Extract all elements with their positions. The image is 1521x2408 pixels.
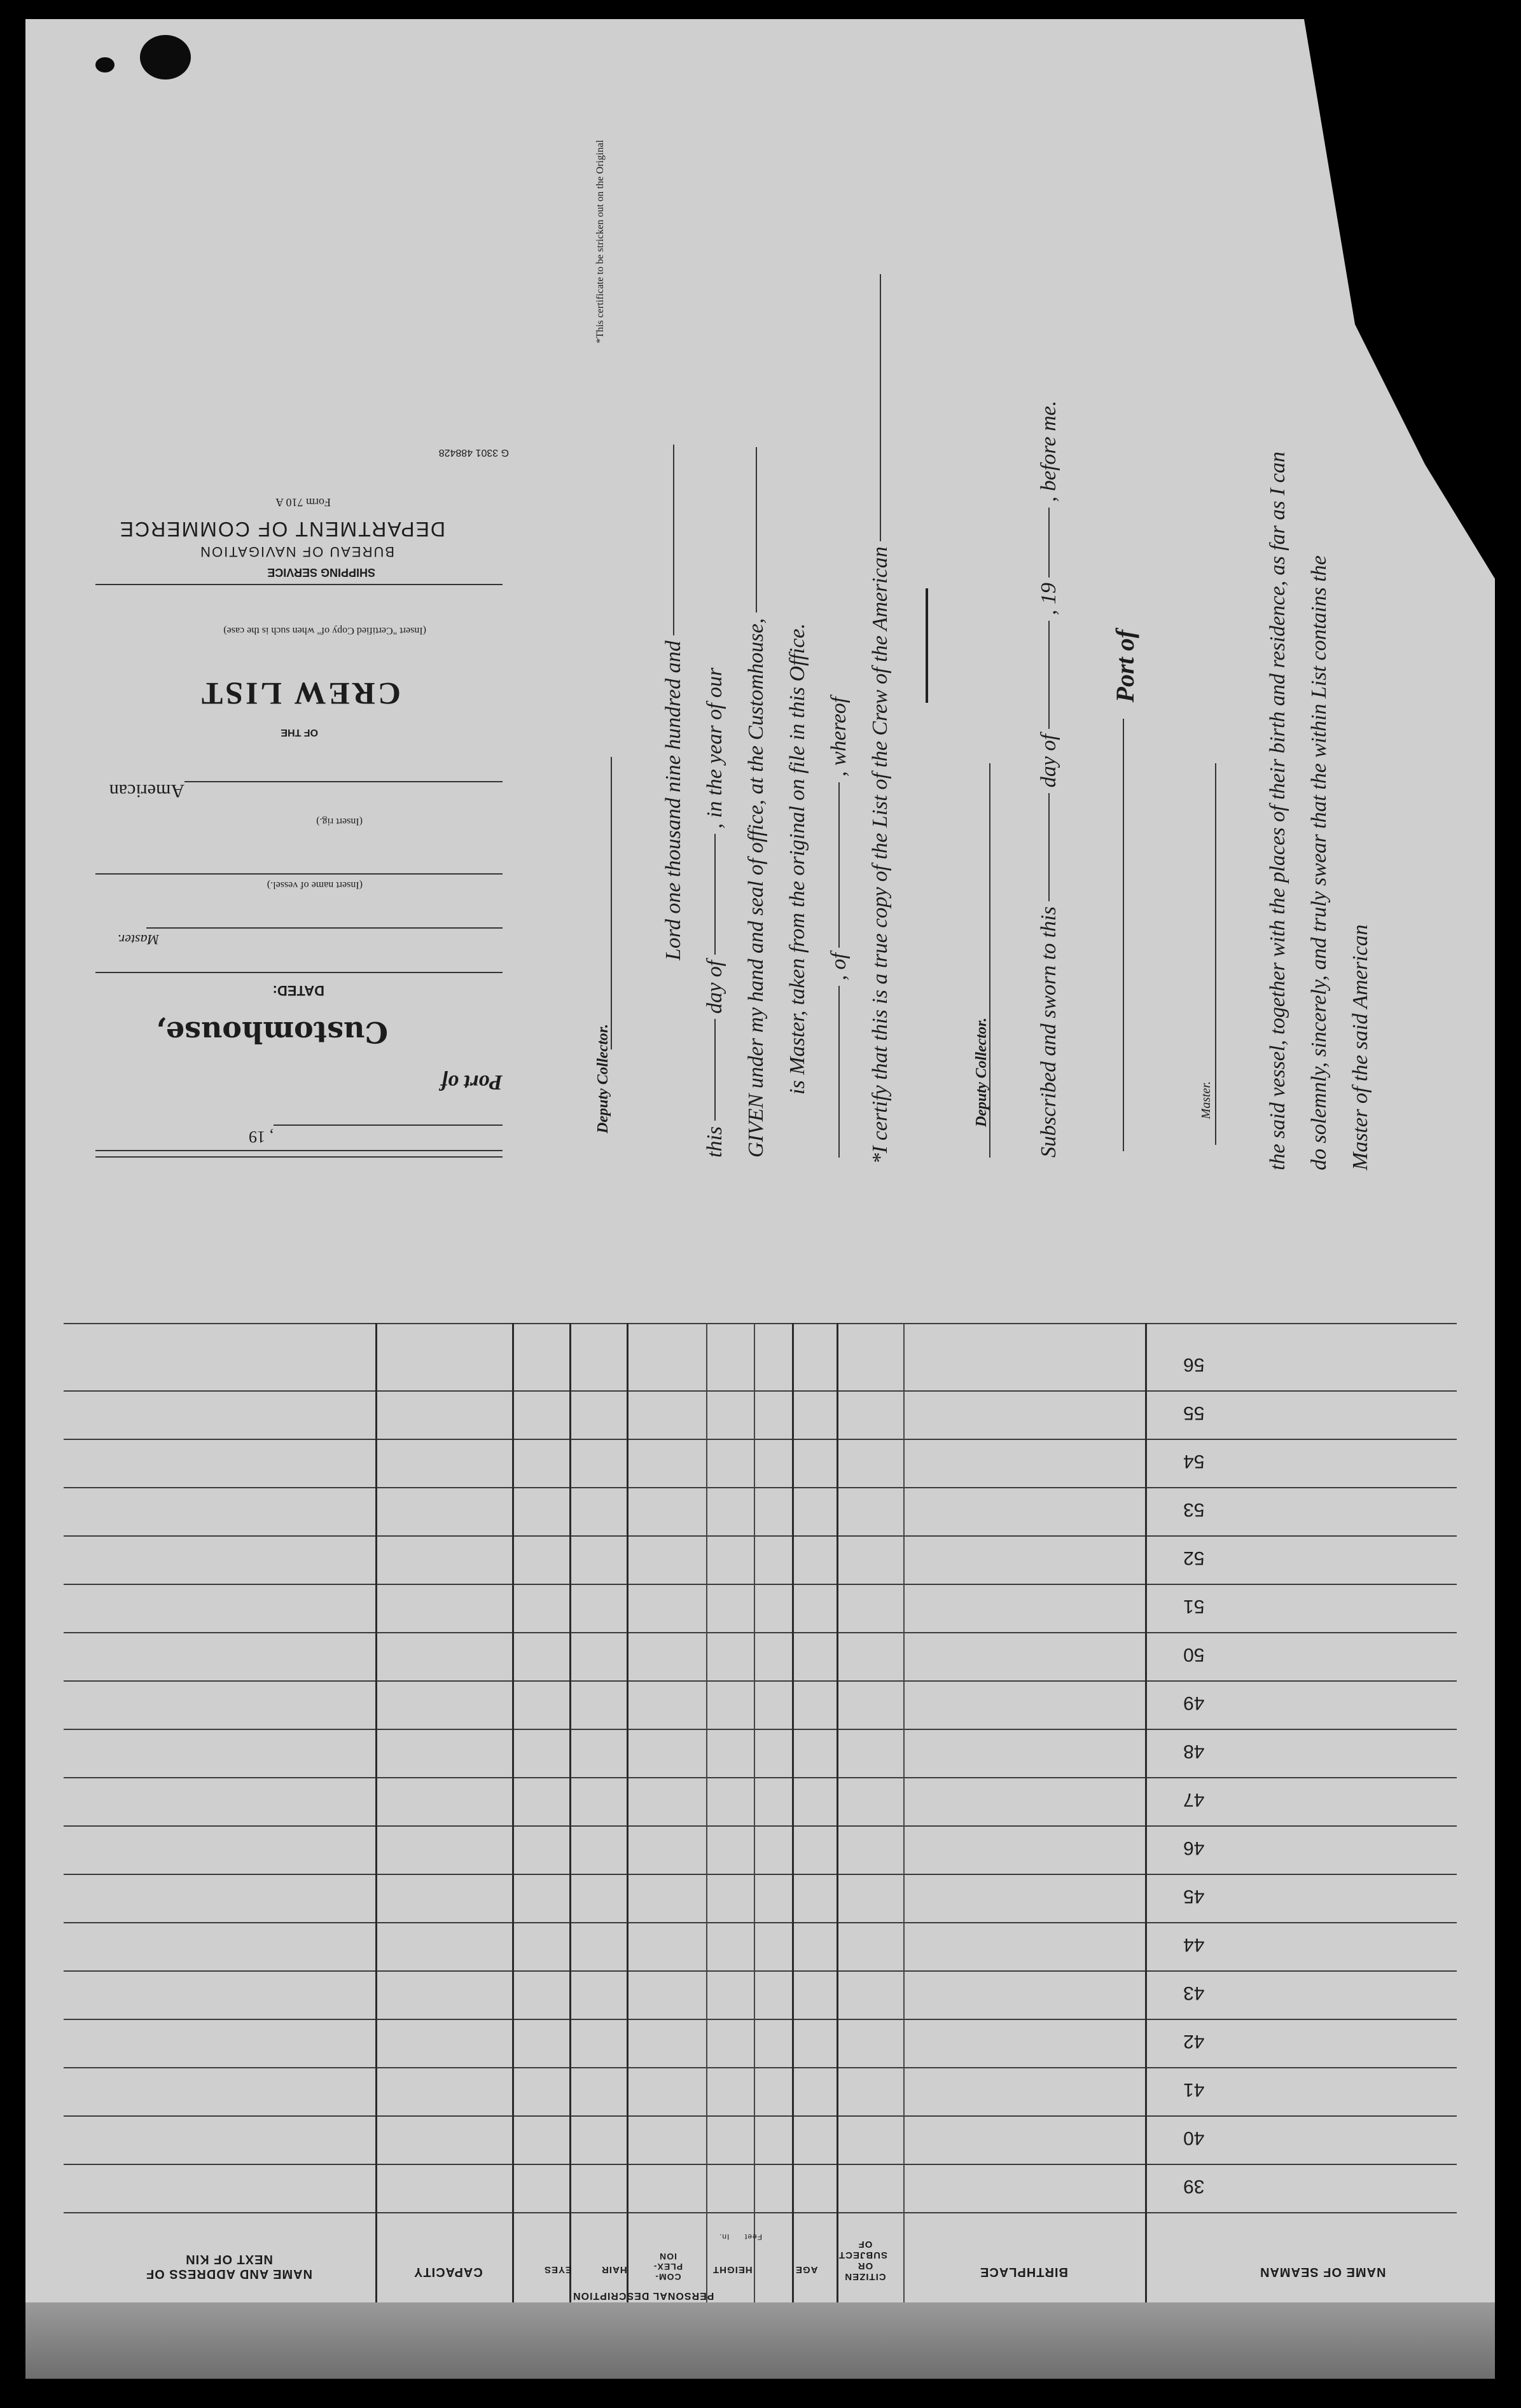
cert-line5 <box>703 394 727 1158</box>
table-row <box>64 1584 1457 1585</box>
cert-of-text: , of <box>827 953 851 981</box>
table-row <box>64 2067 1457 2068</box>
port-line <box>1123 719 1124 1151</box>
master-signature-line <box>1215 763 1216 1145</box>
row-number: 55 <box>1183 1402 1205 1423</box>
header-age: AGE <box>795 2264 818 2275</box>
ink-stain <box>95 57 115 73</box>
header-inches: In. <box>719 2232 730 2241</box>
cert-line1-text: *I certify that this is a true copy of the List of the Crew of the American <box>868 546 892 1164</box>
table-row <box>64 1825 1457 1827</box>
cert-year-text: , in the year of our <box>703 667 726 829</box>
header-eyes: EYES <box>544 2264 573 2275</box>
subscribed-text: Subscribed and sworn to this <box>1037 906 1060 1158</box>
cover-dept: DEPARTMENT OF COMMERCE <box>118 518 445 541</box>
cover-vessel-line <box>95 873 503 875</box>
cover-certified-note: (Insert "Certified Copy of" when such is the case) <box>223 625 426 636</box>
col-complexion-divider <box>627 1323 629 2302</box>
row-number: 44 <box>1183 1934 1205 1955</box>
col-height-divider <box>706 1323 707 2302</box>
oath-subscribed <box>1037 286 1061 1158</box>
cert-line4-text: GIVEN under my hand and seal of office, at the Customhouse, <box>744 618 768 1158</box>
oath-line3 <box>1266 375 1290 1170</box>
row-number: 52 <box>1183 1547 1205 1568</box>
ink-stain <box>140 35 191 80</box>
header-height: HEIGHT <box>712 2264 753 2275</box>
cert-line6 <box>662 490 686 960</box>
table-row <box>64 1777 1457 1778</box>
cover-bureau: BUREAU OF NAVIGATION <box>199 544 394 560</box>
cert-line1 <box>868 197 892 1164</box>
table-row <box>64 1487 1457 1488</box>
table-row <box>64 2164 1457 2165</box>
cover-year <box>249 1127 274 1146</box>
col-hair-divider <box>569 1323 571 2302</box>
cover-rule-top <box>95 1156 503 1158</box>
table-row <box>64 1632 1457 1633</box>
oath-line1 <box>1349 611 1373 1170</box>
header-complexion: COM-PLEX-ION <box>653 2252 683 2282</box>
header-capacity: CAPACITY <box>413 2265 483 2279</box>
cover-block <box>95 280 509 1158</box>
col-age-divider <box>792 1323 794 2302</box>
table-row <box>64 2212 1457 2213</box>
row-number: 56 <box>1183 1354 1205 1375</box>
cover-insert-rig: (Insert rig.) <box>316 816 363 827</box>
cert-line3: is Master, taken from the original on file in this Office. <box>786 623 809 1095</box>
cover-master: Master. <box>117 932 159 948</box>
cover-form-no: Form 710 A <box>275 496 331 509</box>
header-kin: NAME AND ADDRESS OF NEXT OF KIN <box>146 2252 312 2281</box>
oath-master-label: Master. <box>1199 1081 1213 1119</box>
cover-port-of: Port of <box>440 1070 503 1094</box>
table-row <box>64 1535 1457 1537</box>
before-me-text: , before me. <box>1037 400 1060 502</box>
row-number: 54 <box>1183 1451 1205 1472</box>
row-number: 45 <box>1183 1886 1205 1907</box>
header-name: NAME OF SEAMAN <box>1260 2265 1386 2279</box>
page-edge-shadow <box>25 2302 1495 2379</box>
col-name-divider <box>1145 1323 1147 2302</box>
col-feet-divider <box>754 1323 755 2302</box>
cover-rig-line <box>184 781 503 782</box>
table-row <box>64 1729 1457 1730</box>
cover-customhouse: Customhouse, <box>155 1015 388 1049</box>
row-number: 41 <box>1183 2079 1205 2100</box>
col-birthplace-divider <box>903 1323 905 2302</box>
row-number: 50 <box>1183 1644 1205 1665</box>
cert-this-text: this <box>703 1126 726 1158</box>
cover-rule-mid <box>95 972 503 973</box>
cover-year-line <box>274 1124 503 1126</box>
table-row <box>64 2019 1457 2020</box>
cert-line4 <box>744 356 768 1158</box>
crew-table <box>64 1323 1457 2302</box>
cover-master-line <box>146 927 503 929</box>
cert-whereof-text: , whereof <box>827 696 851 777</box>
cover-dated: DATED: <box>272 983 324 999</box>
cover-insert-vessel: (Insert name of vessel.) <box>267 880 363 890</box>
cover-print-code: G 3301 488428 <box>438 447 509 458</box>
cert-line2 <box>827 674 851 1158</box>
col-eyes-divider <box>512 1323 514 2302</box>
table-row <box>64 2115 1457 2117</box>
cover-of-the: OF THE <box>281 727 318 738</box>
header-personal: PERSONAL DESCRIPTION <box>573 2290 714 2301</box>
row-number: 53 <box>1183 1499 1205 1520</box>
separator-bar <box>926 588 928 703</box>
row-number: 42 <box>1183 2031 1205 2052</box>
cover-year-text: , 19 <box>249 1128 274 1146</box>
header-hair: HAIR <box>601 2264 627 2275</box>
year-text: , 19 <box>1037 583 1060 616</box>
cert-dayof-text: day of <box>703 960 726 1014</box>
row-number: 51 <box>1183 1596 1205 1617</box>
row-number: 43 <box>1183 1982 1205 2003</box>
day-of-text: day of <box>1037 734 1060 788</box>
cover-rule-top2 <box>95 1150 503 1151</box>
oath-line3-text: the said vessel, together with the places of their birth and residence, as far as I can <box>1266 451 1289 1170</box>
oath-deputy-collector: Deputy Collector. <box>973 1018 990 1127</box>
row-number: 46 <box>1183 1837 1205 1858</box>
cert-deputy-signature-line <box>611 757 612 1049</box>
row-number: 40 <box>1183 2128 1205 2149</box>
col-capacity-divider <box>375 1323 377 2302</box>
table-header <box>64 2226 1457 2302</box>
cover-american: American <box>109 780 184 801</box>
row-number: 49 <box>1183 1692 1205 1713</box>
oath-line1-text: Master of the said American <box>1349 924 1372 1170</box>
cover-rule-dept <box>95 584 503 585</box>
cert-deputy-collector: Deputy Collector. <box>595 1024 611 1133</box>
table-row <box>64 1680 1457 1682</box>
header-birthplace: BIRTHPLACE <box>980 2265 1068 2279</box>
table-row <box>64 1922 1457 1923</box>
oath-port-label: Port of <box>1111 630 1139 703</box>
table-row <box>64 1970 1457 1972</box>
table-top-border <box>64 1323 1457 1324</box>
row-number: 48 <box>1183 1741 1205 1762</box>
table-row <box>64 1874 1457 1875</box>
header-feet: Feet <box>744 2232 763 2241</box>
row-number: 39 <box>1183 2176 1205 2197</box>
oath-line2-text: do solemnly, sincerely, and truly swear that the within List contains the <box>1307 555 1331 1170</box>
col-citizen-divider <box>837 1323 838 2302</box>
cert-line6-text: Lord one thousand nine hundred and <box>662 640 685 960</box>
oath-line2 <box>1307 458 1331 1170</box>
cover-title: CREW LIST <box>198 676 401 712</box>
row-number: 47 <box>1183 1789 1205 1810</box>
cert-footnote: *This certificate to be stricken out on the Original <box>595 140 606 343</box>
table-row <box>64 1390 1457 1392</box>
header-citizen: CITIZEN OR SUBJECT OF <box>838 2239 887 2282</box>
cover-service: SHIPPING SERVICE <box>267 566 375 579</box>
table-row <box>64 1439 1457 1440</box>
